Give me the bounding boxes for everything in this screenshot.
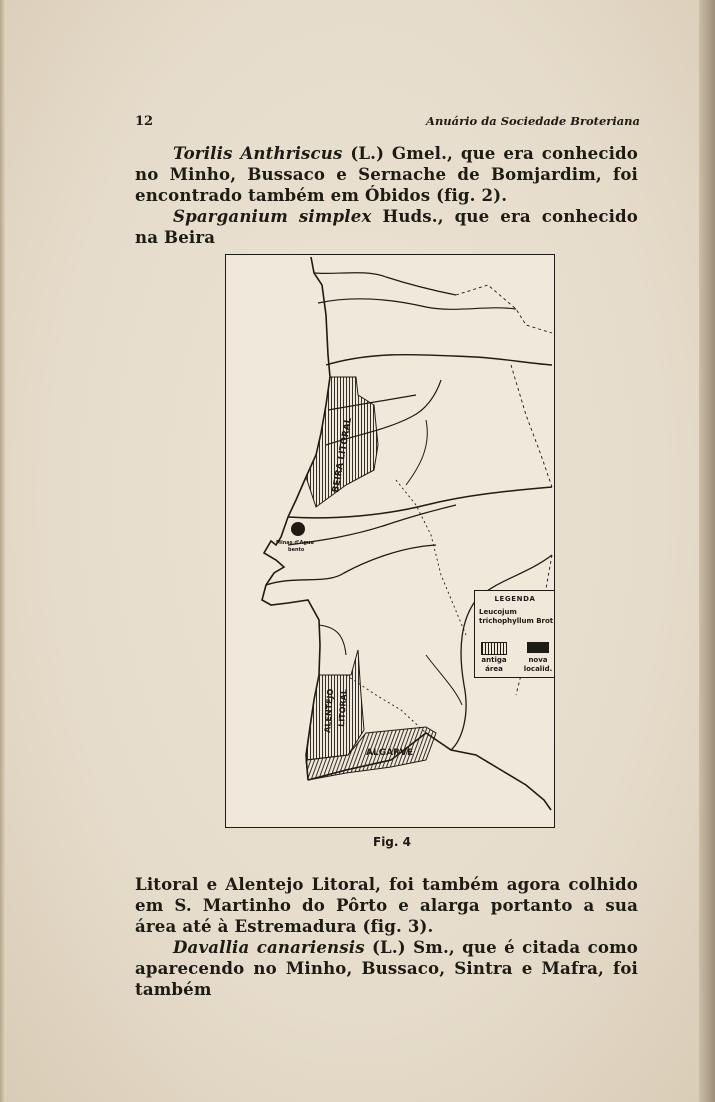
map-figure xyxy=(225,254,555,828)
legend-title: LEGENDA xyxy=(494,595,536,603)
species-name: Davallia canariensis xyxy=(173,937,365,957)
river-tributary xyxy=(426,655,462,705)
paragraph-text: Litoral e Alentejo Litoral, foi também agora colhido em S. Martinho do Pôrto e alarga portanto a sua área até à Estremadura (fig. 3). xyxy=(135,874,638,936)
page-header xyxy=(135,114,640,132)
label-locality-1: Minas d'Agua xyxy=(276,540,314,546)
label-locality-2: bento xyxy=(288,547,305,553)
paragraph-text: (L.) Gmel., que era conhecido no Minho, Bussaco e Sernache de Bomjardim, foi encontrado também em Óbidos (fig. 2). xyxy=(135,143,638,205)
river-minho xyxy=(314,273,456,295)
label-algarve: ALGARVE xyxy=(366,748,414,758)
paragraph-text: (L.) Sm., que é citada como aparecendo no Minho, Bussaco, Sintra e Mafra, foi também xyxy=(135,937,638,999)
label-litoral: LITORAL xyxy=(337,688,349,728)
running-title: Anuário da Sociedade Broteriana xyxy=(426,114,640,128)
river-zezere xyxy=(406,420,427,485)
legend-swatch-new-locality xyxy=(527,642,549,653)
portugal-map xyxy=(226,255,554,827)
legend-species: Leucojum xyxy=(479,608,517,616)
river-sado xyxy=(319,625,346,655)
legend-swatch-old-area xyxy=(481,642,507,655)
page-number: 12 xyxy=(135,114,154,129)
species-name: Sparganium simplex xyxy=(173,206,372,226)
legend-label-old-area: antiga área xyxy=(481,656,507,673)
legend-label-new-locality: nova localid. xyxy=(523,656,553,673)
paragraph-bottom xyxy=(135,874,638,1000)
figure-caption: Fig. 4 xyxy=(373,835,411,849)
label-alentejo: ALENTEJO xyxy=(323,688,336,734)
map-legend xyxy=(474,590,555,678)
label-beira-litoral: BEIRA LITORAL xyxy=(331,417,355,494)
river-douro xyxy=(326,355,552,365)
new-locality-dot xyxy=(291,522,305,536)
river-lima xyxy=(318,299,516,309)
legend-species-epithet: trichophyllum Brot xyxy=(479,617,554,625)
border xyxy=(511,365,552,487)
page-right-edge xyxy=(699,0,715,1102)
species-name: Torilis Anthriscus xyxy=(173,143,343,163)
paragraph-top xyxy=(135,143,638,248)
page-left-edge xyxy=(0,0,6,1102)
river-tejo-estuary xyxy=(288,505,456,545)
alentejo-litoral-area xyxy=(306,650,364,760)
paragraph-text: Huds., que era conhecido na Beira xyxy=(135,206,639,247)
